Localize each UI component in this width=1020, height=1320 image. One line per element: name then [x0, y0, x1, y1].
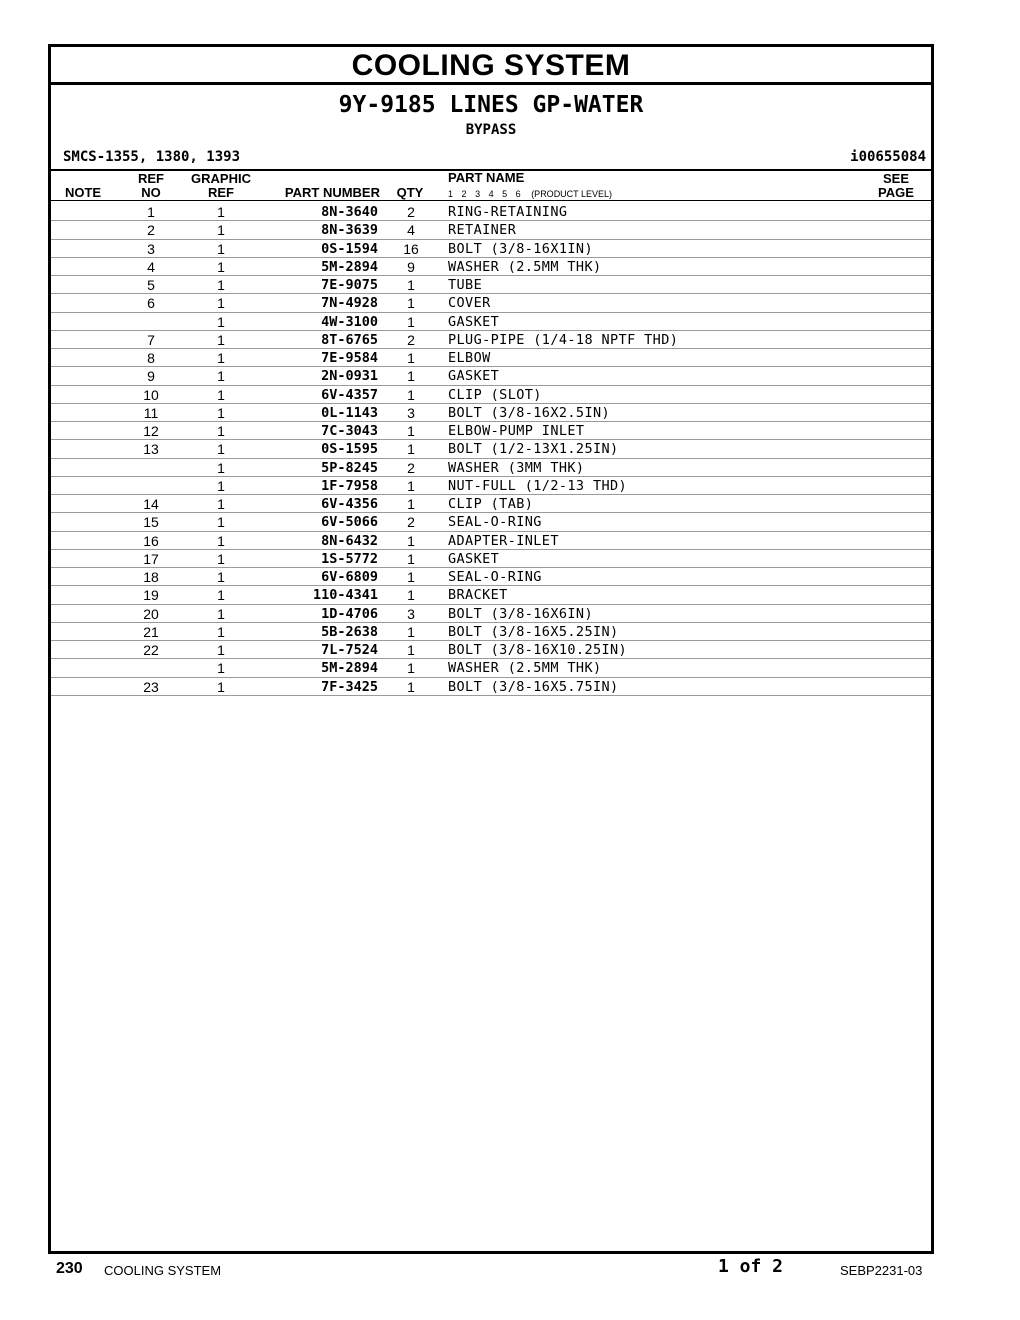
part-name-cell: WASHER (2.5MM THK) [448, 258, 602, 275]
graphic-ref-cell: 1 [217, 532, 225, 549]
part-name-cell: WASHER (2.5MM THK) [448, 660, 602, 677]
qty-cell: 1 [407, 313, 415, 330]
qty-cell: 1 [407, 277, 415, 293]
part-name-cell: COVER [448, 295, 491, 312]
table-row [51, 532, 931, 550]
table-row [51, 440, 931, 458]
parts-page-frame [48, 44, 934, 1254]
column-header-graphic-ref [186, 172, 256, 200]
part-name-cell: BOLT (3/8-16X5.75IN) [448, 678, 619, 695]
part-number-cell: 7E-9584 [321, 350, 378, 366]
footer-document-number: SEBP2231-03 [840, 1263, 923, 1278]
part-name-cell: BRACKET [448, 587, 508, 604]
graphic-ref-cell: 1 [217, 441, 225, 458]
part-number-cell: 5M-2894 [321, 258, 378, 275]
part-name-cell: RING-RETAINING [448, 204, 568, 220]
part-number-cell: 7F-3425 [321, 678, 378, 695]
part-name-cell: ELBOW-PUMP INLET [448, 423, 585, 439]
graphic-ref-cell: 1 [217, 569, 225, 585]
part-name-cell: GASKET [448, 368, 500, 385]
table-row [51, 623, 931, 641]
ref-no-cell: 23 [143, 678, 159, 695]
table-row [51, 641, 931, 659]
footer-page-number: 230 [56, 1260, 83, 1277]
product-level-5: 5 [502, 189, 508, 199]
graphic-ref-cell: 1 [217, 605, 225, 622]
product-level-1: 1 [448, 189, 454, 199]
ref-no-cell: 6 [147, 295, 155, 312]
smcs-codes: SMCS-1355, 1380, 1393 [63, 149, 241, 165]
part-name-cell: TUBE [448, 277, 483, 293]
part-number-cell: 6V-4356 [321, 496, 378, 512]
footer-section-name: COOLING SYSTEM [104, 1263, 222, 1278]
table-row [51, 221, 931, 239]
graphic-ref-cell: 1 [217, 331, 225, 348]
table-row [51, 349, 931, 367]
graphic-ref-cell: 1 [217, 368, 225, 385]
graphic-ref-cell: 1 [217, 222, 225, 239]
part-name-cell: BOLT (3/8-16X1IN) [448, 240, 593, 257]
part-name-cell: SEAL-O-RING [448, 514, 542, 531]
qty-cell: 4 [407, 222, 415, 239]
graphic-ref-cell: 1 [217, 204, 225, 220]
column-header-see-line1: SEE [882, 171, 909, 186]
illustration-id: i00655084 [850, 149, 926, 165]
qty-cell: 16 [403, 240, 419, 257]
qty-cell: 2 [407, 331, 415, 348]
ref-no-cell: 9 [147, 368, 155, 385]
parts-table [51, 203, 931, 696]
part-name-cell: BOLT (3/8-16X10.25IN) [448, 642, 628, 658]
product-level-2: 2 [461, 189, 467, 199]
part-number-cell: 6V-4357 [321, 386, 378, 403]
part-number-cell: 5B-2638 [321, 623, 378, 640]
section-title: COOLING SYSTEM [51, 47, 931, 85]
table-row [51, 203, 931, 221]
qty-cell: 1 [407, 678, 415, 695]
part-number-cell: 5M-2894 [321, 660, 378, 677]
part-number-cell: 0S-1594 [321, 240, 378, 257]
graphic-ref-cell: 1 [217, 295, 225, 312]
qty-cell: 2 [407, 204, 415, 220]
part-name-cell: PLUG-PIPE (1/4-18 NPTF THD) [448, 331, 679, 348]
ref-no-cell: 15 [143, 514, 159, 531]
column-header-part-name: PART NAME [448, 170, 525, 185]
qty-cell: 3 [407, 605, 415, 622]
part-number-cell: 4W-3100 [321, 313, 378, 330]
qty-cell: 1 [407, 368, 415, 385]
table-row [51, 495, 931, 513]
part-name-cell: CLIP (TAB) [448, 496, 534, 512]
graphic-ref-cell: 1 [217, 240, 225, 257]
part-name-cell: BOLT (3/8-16X2.5IN) [448, 404, 611, 421]
table-row [51, 240, 931, 258]
product-level-scale [448, 189, 612, 200]
graphic-ref-cell: 1 [217, 623, 225, 640]
column-header-ref-line1: REF [138, 171, 164, 186]
graphic-ref-cell: 1 [217, 258, 225, 275]
graphic-ref-cell: 1 [217, 477, 225, 494]
column-header-see-line2: PAGE [878, 185, 914, 200]
qty-cell: 1 [407, 660, 415, 677]
graphic-ref-cell: 1 [217, 642, 225, 658]
part-number-cell: 2N-0931 [321, 368, 378, 385]
table-row [51, 258, 931, 276]
ref-no-cell: 11 [143, 404, 159, 421]
ref-no-cell: 20 [143, 605, 159, 622]
part-name-cell: WASHER (3MM THK) [448, 459, 585, 476]
graphic-ref-cell: 1 [217, 678, 225, 695]
qty-cell: 1 [407, 441, 415, 458]
ref-no-cell: 12 [143, 423, 159, 439]
ref-no-cell: 22 [143, 642, 159, 658]
ref-no-cell: 1 [147, 204, 155, 220]
part-name-cell: GASKET [448, 313, 500, 330]
graphic-ref-cell: 1 [217, 514, 225, 531]
graphic-ref-cell: 1 [217, 550, 225, 567]
graphic-ref-cell: 1 [217, 660, 225, 677]
part-name-cell: GASKET [448, 550, 500, 567]
column-header-qty: QTY [396, 185, 424, 200]
part-number-cell: 6V-6809 [321, 569, 378, 585]
column-header-ref-line2: NO [141, 185, 161, 200]
table-row [51, 568, 931, 586]
part-name-cell: SEAL-O-RING [448, 569, 542, 585]
table-row [51, 422, 931, 440]
ref-no-cell: 19 [143, 587, 159, 604]
ref-no-cell: 3 [147, 240, 155, 257]
column-header-ref-no [129, 172, 173, 200]
ref-no-cell: 13 [143, 441, 159, 458]
graphic-ref-cell: 1 [217, 350, 225, 366]
part-name-cell: ADAPTER-INLET [448, 532, 559, 549]
graphic-ref-cell: 1 [217, 587, 225, 604]
column-header-graphic-line1: GRAPHIC [191, 171, 251, 186]
table-row [51, 294, 931, 312]
part-number-cell: 8N-3640 [321, 204, 378, 220]
part-number-cell: 1D-4706 [321, 605, 378, 622]
part-number-cell: 0S-1595 [321, 441, 378, 458]
qty-cell: 1 [407, 477, 415, 494]
ref-no-cell: 2 [147, 222, 155, 239]
qty-cell: 1 [407, 532, 415, 549]
graphic-ref-cell: 1 [217, 423, 225, 439]
graphic-ref-cell: 1 [217, 277, 225, 293]
ref-no-cell: 14 [143, 496, 159, 512]
part-number-cell: 8T-6765 [321, 331, 378, 348]
table-row [51, 313, 931, 331]
group-subtitle: BYPASS [465, 122, 517, 138]
ref-no-cell: 17 [143, 550, 159, 567]
part-number-cell: 7C-3043 [321, 423, 378, 439]
graphic-ref-cell: 1 [217, 459, 225, 476]
table-row [51, 331, 931, 349]
qty-cell: 2 [407, 459, 415, 476]
qty-cell: 1 [407, 423, 415, 439]
ref-no-cell: 8 [147, 350, 155, 366]
column-header-part-number: PART NUMBER [284, 185, 380, 200]
ref-no-cell: 7 [147, 331, 155, 348]
product-level-3: 3 [475, 189, 481, 199]
qty-cell: 1 [407, 569, 415, 585]
ref-no-cell: 5 [147, 277, 155, 293]
ref-no-cell: 18 [143, 569, 159, 585]
ref-no-cell: 16 [143, 532, 159, 549]
part-name-cell: ELBOW [448, 350, 491, 366]
graphic-ref-cell: 1 [217, 313, 225, 330]
table-row [51, 404, 931, 422]
header-rule-bottom [51, 200, 931, 201]
part-name-cell: BOLT (3/8-16X5.25IN) [448, 623, 619, 640]
part-number-cell: 110-4341 [312, 587, 378, 604]
graphic-ref-cell: 1 [217, 386, 225, 403]
product-level-6: 6 [515, 189, 521, 199]
table-row [51, 605, 931, 623]
table-row [51, 367, 931, 385]
table-row [51, 678, 931, 696]
table-row [51, 477, 931, 495]
table-row [51, 586, 931, 604]
qty-cell: 3 [407, 404, 415, 421]
part-number-cell: 0L-1143 [321, 404, 378, 421]
qty-cell: 2 [407, 514, 415, 531]
qty-cell: 1 [407, 386, 415, 403]
part-name-cell: RETAINER [448, 222, 517, 239]
column-header-graphic-line2: REF [208, 185, 234, 200]
column-header-note: NOTE [64, 185, 102, 200]
qty-cell: 1 [407, 642, 415, 658]
qty-cell: 9 [407, 258, 415, 275]
column-header-see-page [873, 172, 919, 200]
part-number-cell: 5P-8245 [321, 459, 378, 476]
qty-cell: 1 [407, 350, 415, 366]
group-title: 9Y-9185 LINES GP-WATER [338, 92, 644, 118]
part-name-cell: BOLT (1/2-13X1.25IN) [448, 441, 619, 458]
qty-cell: 1 [407, 295, 415, 312]
part-number-cell: 7E-9075 [321, 277, 378, 293]
table-row [51, 513, 931, 531]
product-level-4: 4 [488, 189, 494, 199]
table-row [51, 386, 931, 404]
part-number-cell: 1F-7958 [321, 477, 378, 494]
part-name-cell: NUT-FULL (1/2-13 THD) [448, 477, 628, 494]
qty-cell: 1 [407, 623, 415, 640]
qty-cell: 1 [407, 550, 415, 567]
qty-cell: 1 [407, 496, 415, 512]
table-row [51, 276, 931, 294]
ref-no-cell: 4 [147, 258, 155, 275]
qty-cell: 1 [407, 587, 415, 604]
graphic-ref-cell: 1 [217, 404, 225, 421]
table-row [51, 459, 931, 477]
part-number-cell: 1S-5772 [321, 550, 378, 567]
part-number-cell: 6V-5066 [321, 514, 378, 531]
part-name-cell: BOLT (3/8-16X6IN) [448, 605, 593, 622]
graphic-ref-cell: 1 [217, 496, 225, 512]
footer-sheet-indicator: 1 of 2 [718, 1256, 784, 1277]
table-row [51, 550, 931, 568]
product-level-label: (PRODUCT LEVEL) [531, 189, 613, 199]
part-number-cell: 7N-4928 [321, 295, 378, 312]
ref-no-cell: 10 [143, 386, 159, 403]
part-number-cell: 7L-7524 [321, 642, 378, 658]
table-row [51, 659, 931, 677]
ref-no-cell: 21 [143, 623, 159, 640]
part-number-cell: 8N-6432 [321, 532, 378, 549]
part-number-cell: 8N-3639 [321, 222, 378, 239]
part-name-cell: CLIP (SLOT) [448, 386, 542, 403]
